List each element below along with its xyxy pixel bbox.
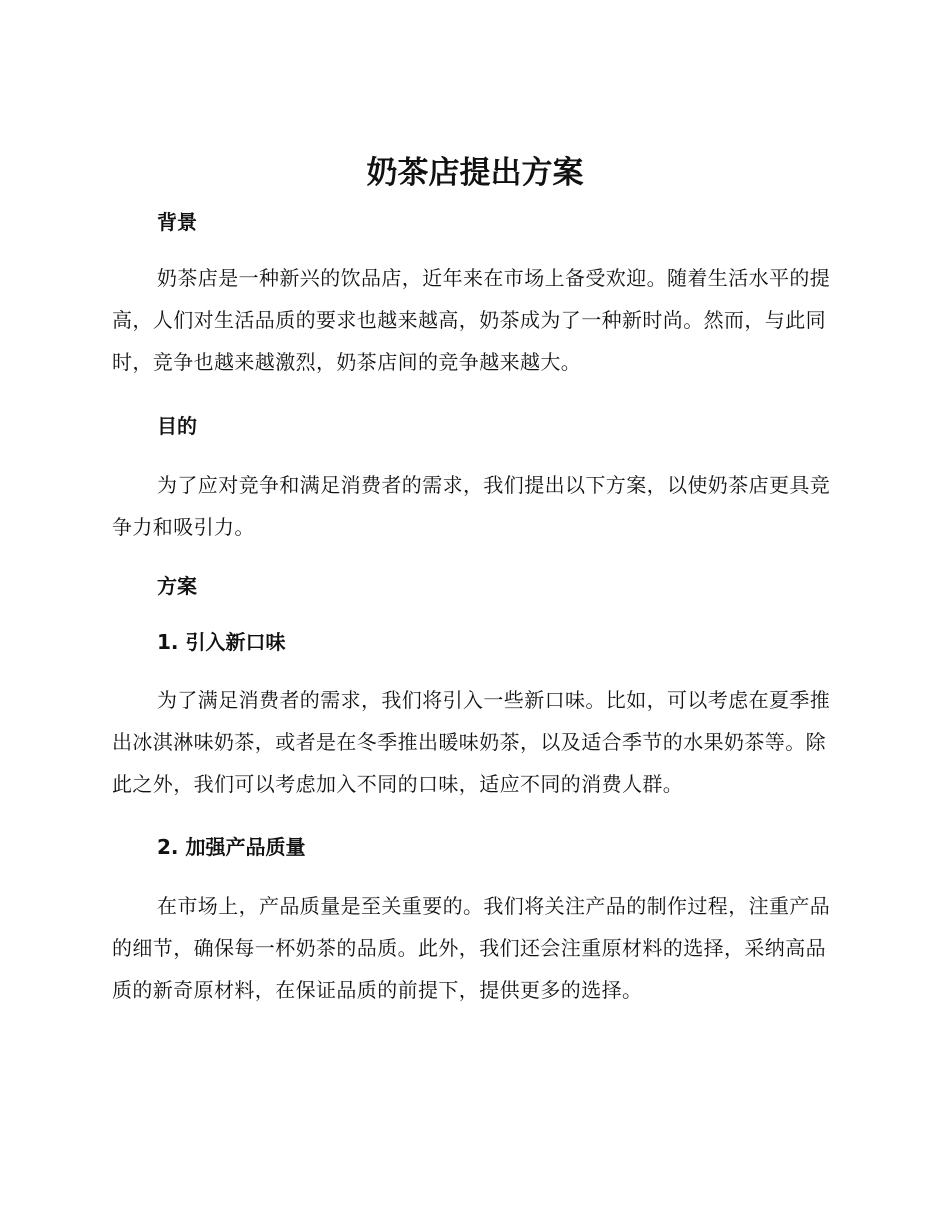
paragraph-goal: 为了应对竞争和满足消费者的需求，我们提出以下方案，以使奶茶店更具竞争力和吸引力。: [112, 473, 831, 539]
section-heading-goal: 目的: [157, 414, 197, 438]
paragraph-background: 奶茶店是一种新兴的饮品店，近年来在市场上备受欢迎。随着生活水平的提高，人们对生活品质的要求也越来越高，奶茶成为了一种新时尚。然而，与此同时，竞争也越来越激烈，奶茶店间的竞争越来越大。: [112, 266, 831, 374]
plan-item-heading-new-flavors: 1. 引入新口味: [157, 630, 286, 654]
paragraph-new-flavors: 为了满足消费者的需求，我们将引入一些新口味。比如，可以考虑在夏季推出冰淇淋味奶茶，或者是在冬季推出暖味奶茶，以及适合季节的水果奶茶等。除此之外，我们可以考虑加入不同的口味，适应不同的消费人群。: [112, 688, 831, 796]
page-title: 奶茶店提出方案: [366, 155, 584, 191]
plan-item-heading-quality: 2. 加强产品质量: [157, 835, 306, 859]
section-heading-background: 背景: [157, 210, 197, 234]
paragraph-quality: 在市场上，产品质量是至关重要的。我们将关注产品的制作过程，注重产品的细节，确保每一杯奶茶的品质。此外，我们还会注重原材料的选择，采纳高品质的新奇原材料，在保证品质的前提下，提供更多的选择。: [112, 894, 831, 1002]
section-heading-plan: 方案: [157, 574, 197, 598]
